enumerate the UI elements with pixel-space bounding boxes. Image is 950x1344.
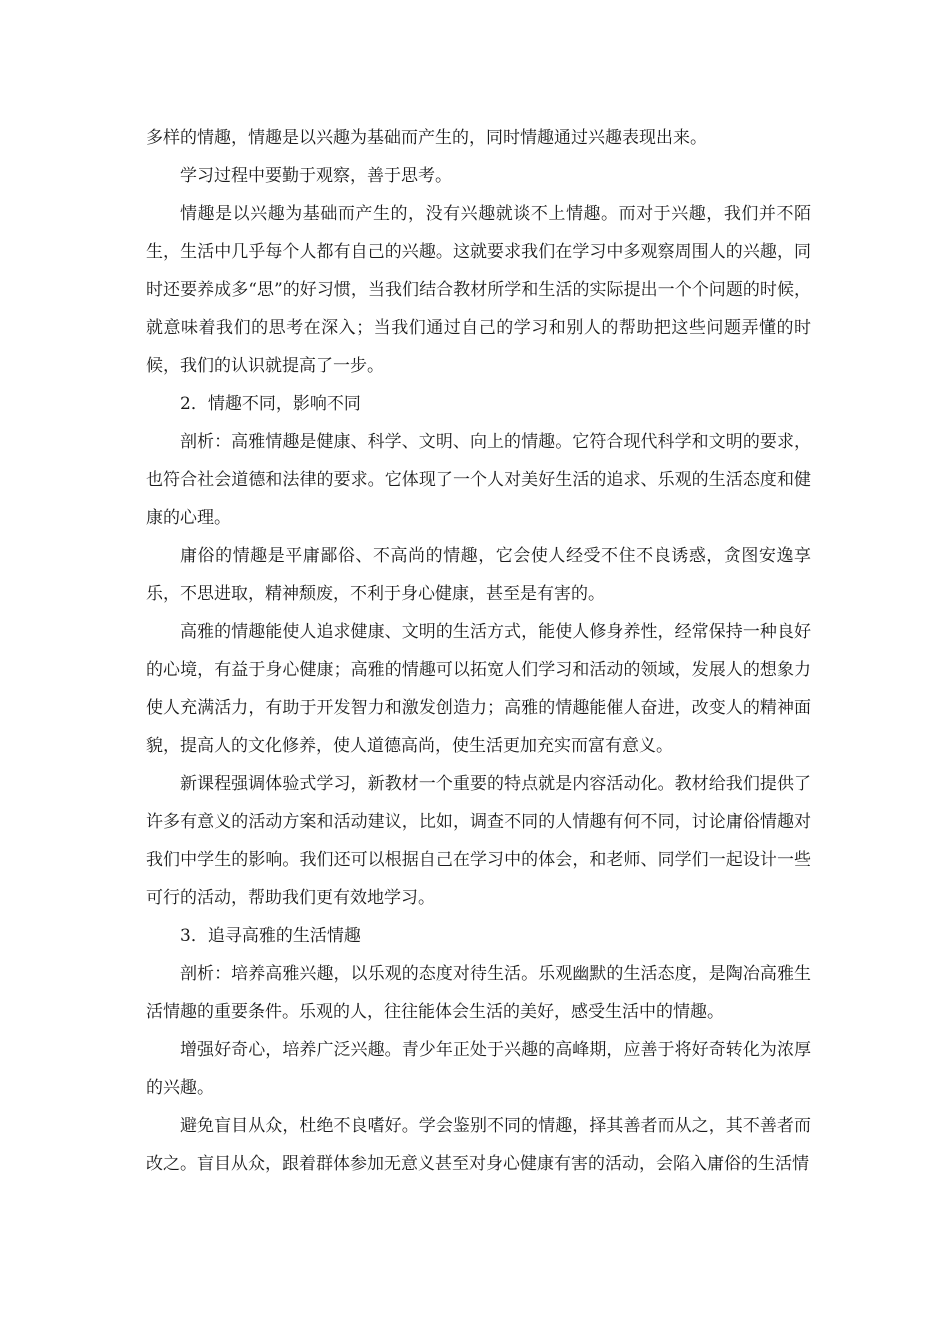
paragraph: 剖析：培养高雅兴趣，以乐观的态度对待生活。乐观幽默的生活态度，是陶冶高雅生活情趣的重要条件。乐观的人，往往能体会生活的美好，感受生活中的情趣。 — [146, 964, 811, 1022]
paragraph: 增强好奇心，培养广泛兴趣。青少年正处于兴趣的高峰期，应善于将好奇转化为浓厚的兴趣。 — [146, 1040, 811, 1098]
paragraph: 新课程强调体验式学习，新教材一个重要的特点就是内容活动化。教材给我们提供了许多有意义的活动方案和活动建议，比如，调查不同的人情趣有何不同，讨论庸俗情趣对我们中学生的影响。我们还可以根据自己在学习中的体会，和老师、同学们一起设计一些可行的活动，帮助我们更有效地学习。 — [146, 774, 811, 908]
section-heading: 2．情趣不同，影响不同 — [180, 394, 361, 414]
paragraph: 避免盲目从众，杜绝不良嗜好。学会鉴别不同的情趣，择其善者而从之，其不善者而改之。盲目从众，跟着群体参加无意义甚至对身心健康有害的活动，会陷入庸俗的生活情 — [146, 1116, 811, 1174]
paragraph-continuation: 多样的情趣，情趣是以兴趣为基础而产生的，同时情趣通过兴趣表现出来。 — [146, 128, 707, 148]
paragraph: 情趣是以兴趣为基础而产生的，没有兴趣就谈不上情趣。而对于兴趣，我们并不陌生，生活中几乎每个人都有自己的兴趣。这就要求我们在学习中多观察周围人的兴趣，同时还要养成多“思”的好习惯，当我们结合教材所学和生活的实际提出一个个问题的时候，就意味着我们的思考在深入；当我们通过自己的学习和别人的帮助把这些问题弄懂的时候，我们的认识就提高了一步。 — [146, 204, 811, 376]
document-body — [146, 119, 811, 1183]
paragraph: 剖析：高雅情趣是健康、科学、文明、向上的情趣。它符合现代科学和文明的要求，也符合社会道德和法律的要求。它体现了一个人对美好生活的追求、乐观的生活态度和健康的心理。 — [146, 432, 811, 528]
paragraph: 庸俗的情趣是平庸鄙俗、不高尚的情趣，它会使人经受不住不良诱惑，贪图安逸享乐，不思进取，精神颓废，不利于身心健康，甚至是有害的。 — [146, 546, 811, 604]
paragraph: 学习过程中要勤于观察，善于思考。 — [180, 166, 452, 186]
paragraph: 高雅的情趣能使人追求健康、文明的生活方式，能使人修身养性，经常保持一种良好的心境，有益于身心健康；高雅的情趣可以拓宽人们学习和活动的领域，发展人的想象力使人充满活力，有助于开发智力和激发创造力；高雅的情趣能催人奋进，改变人的精神面貌，提高人的文化修养，使人道德高尚，使生活更加充实而富有意义。 — [146, 622, 811, 756]
section-heading: 3．追寻高雅的生活情趣 — [180, 926, 361, 946]
